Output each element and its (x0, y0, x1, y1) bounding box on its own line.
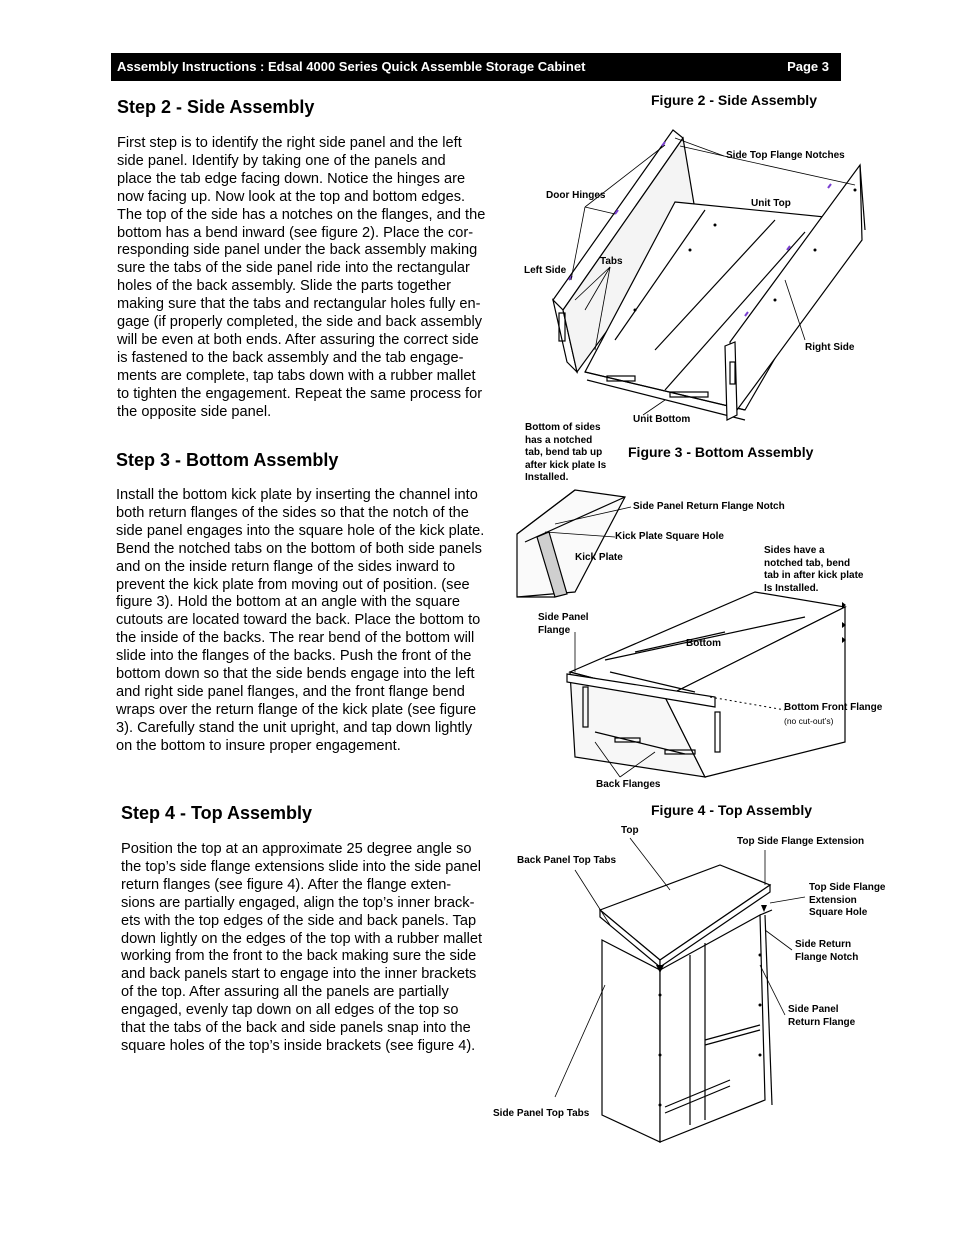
paragraph-line: the inside of the backs. The rear bend of the bottom will (116, 630, 475, 647)
paragraph-line: responding side panel under the back assembly making (117, 242, 478, 259)
fig2-label-unit-top: Unit Top (751, 198, 791, 209)
fig4-label-top: Top (621, 825, 639, 836)
label-line: Side Panel (538, 612, 589, 623)
label-line: Bottom of sides (525, 422, 601, 433)
label-line: has a notched (525, 434, 593, 446)
paragraph-line: ets with the top edges of the side and back panels. Tap (121, 912, 477, 929)
paragraph-line: 3). Carefully stand the unit upright, and tap down lightly (116, 719, 473, 736)
paragraph-line: of the top. After assuring all the panels are partially (121, 984, 449, 1001)
paragraph-line: both return flanges of the sides so that the notch of the (116, 504, 469, 521)
paragraph-line: bottom down so that the side bends engage into the left (116, 666, 475, 683)
fig4-label-ext-hole (809, 882, 885, 920)
fig2-label-right-side: Right Side (805, 342, 855, 353)
paragraph-line: sure the tabs of the side panel ride into the rectangular (117, 260, 470, 277)
fig2-label-hinges: Door Hinges (546, 190, 606, 201)
paragraph-line: prevent the kick plate from moving out of position. (see (116, 576, 470, 593)
fig2-label-left-side: Left Side (524, 265, 567, 276)
paragraph-line: Bend the notched tabs on the bottom of both side panels (116, 540, 482, 557)
fig3-label-no-cutouts: (no cut-out’s) (784, 716, 834, 726)
paragraph-line: making sure that the tabs and rectangular holes fully en- (117, 296, 481, 313)
label-line: Is Installed. (764, 582, 819, 594)
paragraph-line: to tighten the engagement. Repeat the same process for (117, 385, 483, 402)
paragraph-line: and back panels start to engage into the inner brackets (121, 966, 477, 983)
paragraph-line: the top’s side flange extensions slide into the side panel (121, 858, 481, 875)
paragraph-line: sions are partially engaged, align the top’s inner brack- (121, 894, 475, 911)
paragraph-line: First step is to identify the right side panel and the left (117, 135, 462, 151)
fig2-label-unit-bottom: Unit Bottom (633, 414, 691, 425)
fig3-label-side-flange (538, 612, 589, 637)
label-line: Square Hole (809, 907, 868, 918)
label-line: tab in after kick plate (764, 570, 864, 581)
label-line: Sides have a (764, 545, 825, 556)
figure4-drawing (560, 835, 790, 1150)
paragraph-line: square holes of the top’s inside brackets (see figure 4). (121, 1037, 476, 1054)
paragraph-line: and right side panel flanges, and the front flange bend (116, 683, 465, 700)
paragraph-line: return flanges (see figure 4). After the flange exten- (121, 876, 452, 893)
paragraph-line: that the tabs of the back and side panels snap into the (121, 1020, 471, 1037)
paragraph-line: the opposite side panel. (117, 403, 272, 420)
paragraph-line: figure 3). Hold the bottom at an angle with the square (116, 594, 460, 611)
paragraph-line: working from the front to the back making sure the side (121, 948, 477, 965)
fig4-label-back-tabs: Back Panel Top Tabs (517, 855, 617, 866)
paragraph-line: slide into the flanges of the backs. Push the front of the (116, 648, 472, 665)
paragraph-line: place the tab edge facing down. Notice the hinges are (117, 170, 466, 187)
label-line: Flange (538, 624, 571, 636)
step2-text (117, 135, 485, 422)
label-line: Side Panel (788, 1004, 839, 1015)
label-line: after kick plate Is (525, 459, 607, 471)
label-line: Extension (809, 894, 857, 906)
label-line: Top Side Flange (809, 882, 886, 893)
paragraph-line: now facing up. Now look at the top and bottom edges. (117, 188, 466, 205)
paragraph-line: wraps over the return flange of the kick plate (see figure (116, 701, 477, 718)
paragraph-line: Position the top at an approximate 25 degree angle so (121, 841, 472, 857)
step2-heading: Step 2 - Side Assembly (117, 97, 315, 117)
fig3-note-bottom-of-sides (525, 422, 606, 485)
paragraph-line: Install the bottom kick plate by inserting the channel into (116, 487, 478, 503)
fig3-label-sides-note (764, 545, 863, 595)
paragraph-line: ments are complete, tap tabs down with a rubber mallet (117, 367, 476, 384)
fig2-label-notches: Side Top Flange Notches (726, 150, 845, 161)
label-line: Side Return (795, 939, 852, 950)
paragraph-line: bottom has a bend inward (see figure 2). Place the cor- (117, 224, 474, 241)
fig4-label-return-notch (795, 939, 858, 964)
fig3-label-kick-plate: Kick Plate (575, 552, 623, 563)
fig4-label-return-flange (788, 1004, 855, 1029)
step4-text (121, 841, 482, 1056)
paragraph-line: holes of the back assembly. Slide the parts together (117, 278, 451, 295)
header-title: Assembly Instructions : Edsal 4000 Series Quick Assemble Storage Cabinet (117, 59, 586, 74)
paragraph-line: engaged, evenly tap down on all edges of the top so (121, 1002, 459, 1019)
label-line: Flange Notch (795, 951, 859, 963)
paragraph-line: down lightly on the edges of the top with a rubber mallet (121, 930, 483, 947)
label-line: Installed. (525, 472, 569, 483)
paragraph-line: and on the inside return flange of the sides inward to (116, 558, 456, 575)
step4-heading: Step 4 - Top Assembly (121, 803, 313, 823)
figure2-title: Figure 2 - Side Assembly (651, 92, 817, 108)
label-line: tab, bend tab up (525, 447, 603, 458)
fig3-label-bottom: Bottom (686, 638, 721, 649)
page-number: Page 3 (787, 59, 829, 74)
fig3-label-front-flange: Bottom Front Flange (784, 702, 883, 713)
fig4-label-ext: Top Side Flange Extension (737, 836, 865, 847)
fig3-label-square-hole: Kick Plate Square Hole (615, 531, 724, 542)
fig2-label-tabs: Tabs (600, 256, 623, 267)
header-bar (111, 53, 841, 81)
paragraph-line: will be even at both ends. After assuring the correct side (117, 331, 479, 348)
step3-heading: Step 3 - Bottom Assembly (116, 450, 339, 470)
figure4-title: Figure 4 - Top Assembly (651, 802, 813, 818)
paragraph-line: side panel. Identify by taking one of the panels and (117, 152, 446, 169)
label-line: Return Flange (788, 1016, 856, 1028)
paragraph-line: on the bottom to insure proper engagement. (116, 737, 401, 754)
paragraph-line: The top of the side has a notches on the flanges, and the (117, 206, 486, 223)
figure3-title: Figure 3 - Bottom Assembly (628, 444, 814, 460)
paragraph-line: gage (if properly completed, the side and back assembly (117, 314, 483, 331)
step3-text (116, 487, 484, 756)
fig4-label-side-tabs: Side Panel Top Tabs (493, 1108, 590, 1119)
paragraph-line: cutouts are located toward the back. Place the bottom to (116, 612, 481, 629)
fig3-label-back-flanges: Back Flanges (596, 779, 661, 790)
label-line: notched tab, bend (764, 557, 851, 569)
paragraph-line: side panel engages into the square hole of the kick plate. (116, 522, 485, 539)
fig3-label-return-notch: Side Panel Return Flange Notch (633, 501, 785, 512)
paragraph-line: is fastened to the back assembly and the tab engage- (117, 349, 464, 366)
